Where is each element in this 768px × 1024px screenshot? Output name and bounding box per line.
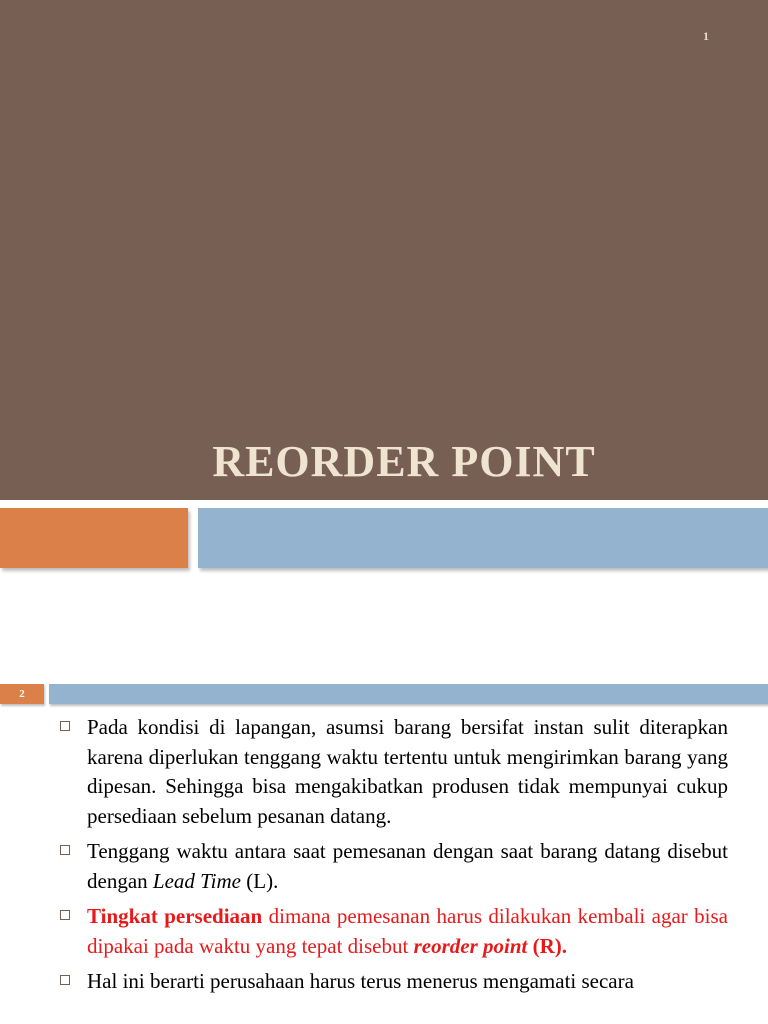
lead-time-term: Lead Time [152, 868, 241, 893]
bullet-text: Pada kondisi di lapangan, asumsi barang bersifat instan sulit diterapkan karena diperlukan tenggang waktu tertentu untuk mengirimkan barang yang dipesan. Sehingga bisa mengakibatkan produsen tidak mempunyai cukup persediaan sebelum pesanan datang. [87, 715, 728, 828]
square-bullet-icon [60, 975, 70, 985]
square-bullet-icon [60, 845, 70, 855]
slide-title: REORDER POINT [212, 437, 596, 486]
blue-accent-bar [198, 508, 768, 568]
bullet-text: Tenggang waktu antara saat pemesanan dengan saat barang datang disebut dengan [87, 839, 728, 893]
bullet-text: dimana pemesanan harus dilakukan kembali agar bisa dipakai pada waktu yang tepat disebut [87, 904, 728, 958]
square-bullet-icon [60, 910, 70, 920]
reorder-point-term: reorder point [413, 933, 528, 958]
square-bullet-icon [60, 721, 70, 731]
bullet-item [60, 837, 728, 896]
highlight-term: Tingkat persediaan [87, 904, 263, 928]
orange-accent-bar [0, 508, 188, 568]
slide-number: 2 [19, 688, 25, 700]
slide-number: 1 [703, 29, 709, 43]
bullet-text-end: (L). [241, 868, 279, 893]
bullet-text-end: (R). [527, 933, 567, 958]
title-slide-background [0, 0, 768, 500]
bullet-item-highlight [60, 902, 728, 961]
bullet-item [60, 713, 728, 831]
bullet-list [60, 713, 728, 1003]
bullet-item [60, 967, 728, 997]
header-accent-bar [49, 684, 768, 704]
bullet-text: Hal ini berarti perusahaan harus terus menerus mengamati secara [87, 969, 634, 993]
